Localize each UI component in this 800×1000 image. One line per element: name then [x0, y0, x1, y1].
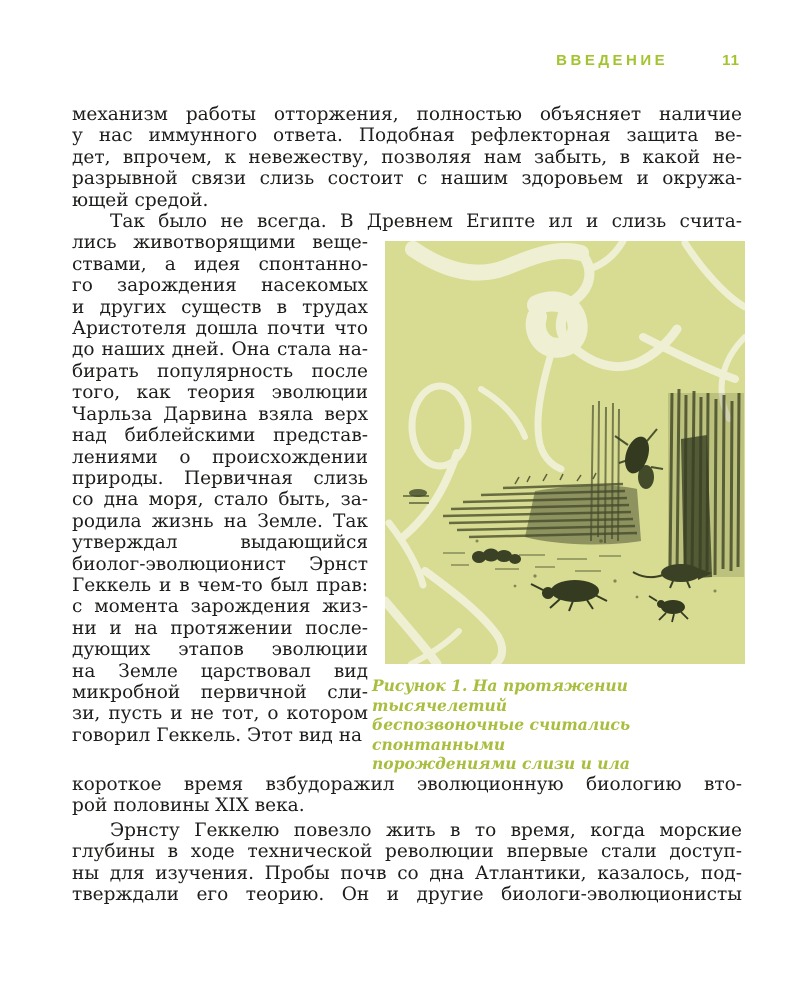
paragraph-1: [72, 104, 742, 211]
text-line: тверждали его теорию. Он и другие биологи-эволюционисты: [72, 883, 742, 905]
text-line: короткое время взбудоражил эволюционную биологию вто-: [72, 773, 742, 795]
figure-illustration: [385, 241, 745, 664]
text-line: родила жизнь на Земле. Так: [72, 510, 368, 532]
section-title: ВВЕДЕНИЕ: [556, 52, 669, 69]
paragraph-2-first-line: Так было не всегда. В Древнем Египте ил и слизь счита-: [110, 211, 742, 233]
page-content: [72, 104, 745, 905]
text-line: говорил Геккель. Этот вид на: [72, 724, 363, 746]
text-line: того, как теория эволюции: [72, 382, 368, 404]
text-line: Чарльза Дарвина взяла верх: [72, 403, 368, 425]
figure-caption: [372, 676, 738, 774]
text-line: со дна моря, стало быть, за-: [72, 489, 368, 511]
text-line: дующих этапов эволюции: [72, 639, 368, 661]
text-wrap-section: [72, 232, 745, 774]
text-line: Аристотеля дошла почти что: [72, 318, 368, 340]
text-line: Эрнсту Геккелю повезло жить в то время, когда морские: [110, 819, 742, 841]
page-header: [72, 52, 740, 69]
text-line: ны для изучения. Пробы почв со дна Атлантики, казалось, под-: [72, 862, 742, 884]
text-line: бирать популярность после: [72, 360, 368, 382]
text-line: у нас иммунного ответа. Подобная рефлекторная защита ве-: [72, 125, 742, 147]
text-line: ющей средой.: [72, 189, 209, 211]
text-line: механизм работы отторжения, полностью объясняет наличие: [72, 104, 742, 125]
text-line: ни и на протяжении после-: [72, 617, 368, 639]
text-line: го зарождения насекомых: [72, 275, 368, 297]
text-line: дет, впрочем, к невежеству, позволяя нам забыть, в какой не-: [72, 146, 742, 168]
text-line: лениями о происхождении: [72, 446, 368, 468]
page-number: 11: [722, 52, 740, 69]
figure: [372, 241, 745, 774]
text-line: микробной первичной сли-: [72, 681, 368, 703]
text-line: лись животворящими веще-: [72, 232, 368, 254]
figure-caption-line: порождениями слизи и ила: [372, 754, 630, 774]
figure-caption-line: Рисунок 1. На протяжении тысячелетий: [372, 676, 628, 715]
paragraph-2-tail: [72, 774, 742, 817]
text-line: с момента зарождения жиз-: [72, 596, 368, 618]
text-line: природы. Первичная слизь: [72, 467, 368, 489]
text-line: на Земле царствовал вид: [72, 660, 368, 682]
text-line: над библейскими представ-: [72, 425, 368, 447]
text-line: глубины в ходе технической революции впервые стали доступ-: [72, 841, 742, 863]
text-line: рой половины XIX века.: [72, 795, 305, 817]
text-line: Геккель и в чем-то был прав:: [72, 574, 368, 596]
text-line: до наших дней. Она стала на-: [72, 339, 368, 361]
text-line: зи, пусть и не тот, о котором: [72, 703, 368, 725]
figure-caption-line: беспозвоночные считались спонтанными: [372, 715, 631, 754]
text-line: утверждал выдающийся: [72, 532, 368, 554]
text-line: и других существ в трудах: [72, 296, 368, 318]
text-line: ствами, а идея спонтанно-: [72, 253, 368, 275]
paragraph-3: [72, 820, 742, 906]
text-line: биолог-эволюционист Эрнст: [72, 553, 368, 575]
paragraph-2-narrow-column: [72, 232, 368, 746]
text-line: разрывной связи слизь состоит с нашим здоровьем и окружа-: [72, 168, 742, 190]
